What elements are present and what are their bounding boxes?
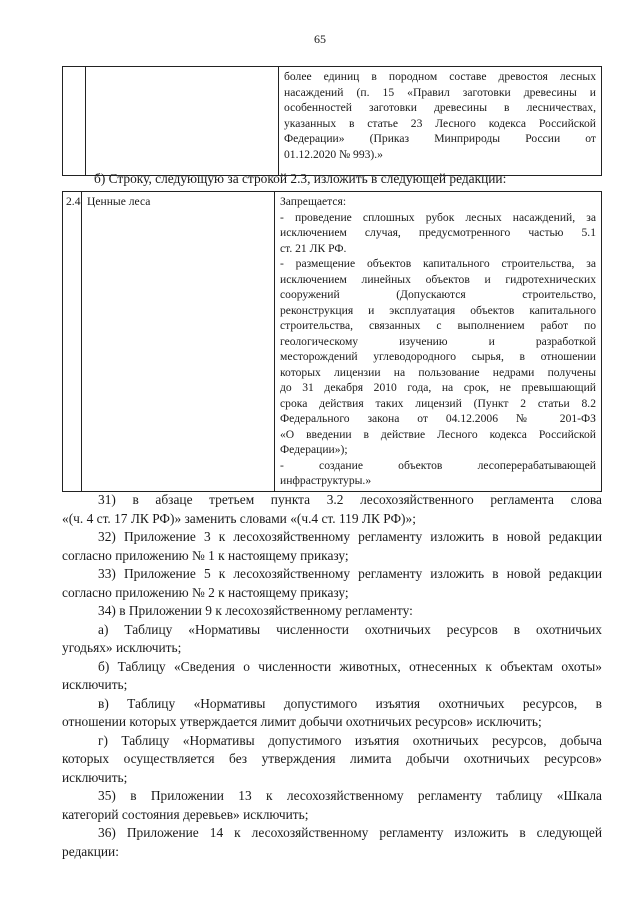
regulation-table-new-row — [62, 191, 602, 492]
text-line: 01.12.2020 № 993).» — [284, 147, 383, 161]
text-line: Федерации» (Приказ Минприроды России от — [284, 132, 596, 145]
text-line: «О введении в действие Лесного кодекса Российской — [280, 427, 596, 441]
text-line: Запрещается: — [280, 195, 347, 208]
amendment-paragraph — [62, 491, 602, 528]
text-line: 32) Приложение 3 к лесохозяйственному регламенту изложить в новой редакции — [98, 529, 602, 544]
text-line: исключить; — [62, 677, 128, 692]
text-line: которых осуществляется без утверждения лимита добычи охотничьих ресурсов» — [62, 751, 602, 766]
text-line: в) Таблицу «Нормативы допустимого изъятия охотничьих ресурсов, в — [98, 695, 602, 711]
row-number-cell — [63, 67, 86, 176]
text-line: - размещение объектов капитального строительства, за — [280, 257, 596, 270]
text-line: исключением случая, предусмотренного частью 5.1 — [280, 226, 596, 239]
amendment-paragraph — [62, 658, 602, 695]
text-line: насаждений (п. 15 «Правил заготовки древесины и — [284, 85, 596, 99]
table-row — [63, 67, 602, 176]
text-line: согласно приложению № 2 к настоящему приказу; — [62, 584, 349, 600]
text-line: срока действия таких лицензий (Пункт 2 статьи 8.2 — [280, 396, 596, 410]
text-line: «(ч. 4 ст. 17 ЛК РФ)» заменить словами «(ч.4 ст. 119 ЛК РФ)»; — [62, 510, 416, 526]
text-line: г) Таблицу «Нормативы допустимого изъятия охотничьих ресурсов, добыча — [98, 732, 602, 748]
amendment-paragraph — [62, 621, 602, 658]
text-line: до 31 декабря 2010 года, на срок, не превышающий — [280, 381, 596, 394]
text-line: 34) в Приложении 9 к лесохозяйственному регламенту: — [98, 603, 413, 618]
text-line: угодьях» исключить; — [62, 640, 182, 655]
amendment-paragraph — [62, 565, 602, 602]
text-line: реконструкция и эксплуатация объектов капитального — [280, 303, 596, 317]
amendment-paragraph — [62, 528, 602, 565]
text-line: исключением линейных объектов и гидротехнических — [280, 272, 596, 286]
text-line: редакции: — [62, 843, 119, 859]
text-line: 35) в Приложении 13 к лесохозяйственному регламенту таблицу «Шкала — [98, 788, 602, 803]
text-line: особенностей заготовки древесины в лесничествах, — [284, 101, 596, 114]
amendment-paragraph — [62, 732, 602, 788]
amendment-paragraph — [62, 787, 602, 824]
row-text-cell — [279, 67, 602, 176]
text-line: более единиц в породном составе древостоя лесных — [284, 70, 596, 83]
text-line: категорий состояния деревьев» исключить; — [62, 806, 309, 822]
text-line: отношении которых утверждается лимит добычи охотничьих ресурсов» исключить; — [62, 714, 542, 729]
text-line: которых лицензии на пользование недрами получены — [280, 365, 596, 379]
instruction-paragraph: б) Строку, следующую за строкой 2.3, изложить в следующей редакции: — [94, 171, 507, 186]
row-text-cell — [275, 192, 602, 492]
text-line: Федерального закона от 04.12.2006 № 201-ФЗ — [280, 412, 596, 425]
text-line: месторождений углеводородного сырья, в отношении — [280, 350, 596, 363]
regulation-table-continued — [62, 66, 602, 176]
amendment-paragraph — [62, 824, 602, 861]
text-line: Федерации»); — [280, 443, 348, 456]
text-line: - создание объектов лесоперерабатывающей — [280, 458, 596, 472]
text-line: строительства, связанных с выполнением работ по — [280, 319, 596, 332]
row-name-cell — [86, 67, 279, 176]
text-line: 36) Приложение 14 к лесохозяйственному регламенту изложить в следующей — [98, 825, 602, 840]
amendment-paragraphs — [62, 491, 602, 861]
text-line: 33) Приложение 5 к лесохозяйственному регламенту изложить в новой редакции — [98, 566, 602, 581]
text-line: ст. 21 ЛК РФ. — [280, 241, 347, 255]
amendment-paragraph — [62, 602, 602, 621]
amendment-paragraph — [62, 695, 602, 732]
row-name-cell: Ценные леса — [82, 192, 275, 492]
page-number: 65 — [314, 32, 326, 46]
row-number-cell: 2.4 — [63, 192, 82, 492]
text-line: 31) в абзаце третьем пункта 3.2 лесохозяйственного регламента слова — [98, 492, 602, 507]
text-line: сооружений (Допускаются строительство, — [280, 288, 596, 301]
text-line: б) Таблицу «Сведения о численности животных, отнесенных к объектам охоты» — [98, 658, 602, 674]
text-line: а) Таблицу «Нормативы численности охотничьих ресурсов в охотничьих — [98, 621, 602, 637]
text-line: - проведение сплошных рубок лесных насаждений, за — [280, 210, 596, 224]
text-line: инфраструктуры.» — [280, 474, 372, 487]
text-line: указанных в статье 23 Лесного кодекса Российской — [284, 116, 596, 130]
text-line: геологическому изучению и разработкой — [280, 334, 596, 348]
table-row — [63, 192, 602, 492]
text-line: согласно приложению № 1 к настоящему приказу; — [62, 547, 349, 563]
text-line: исключить; — [62, 769, 128, 785]
